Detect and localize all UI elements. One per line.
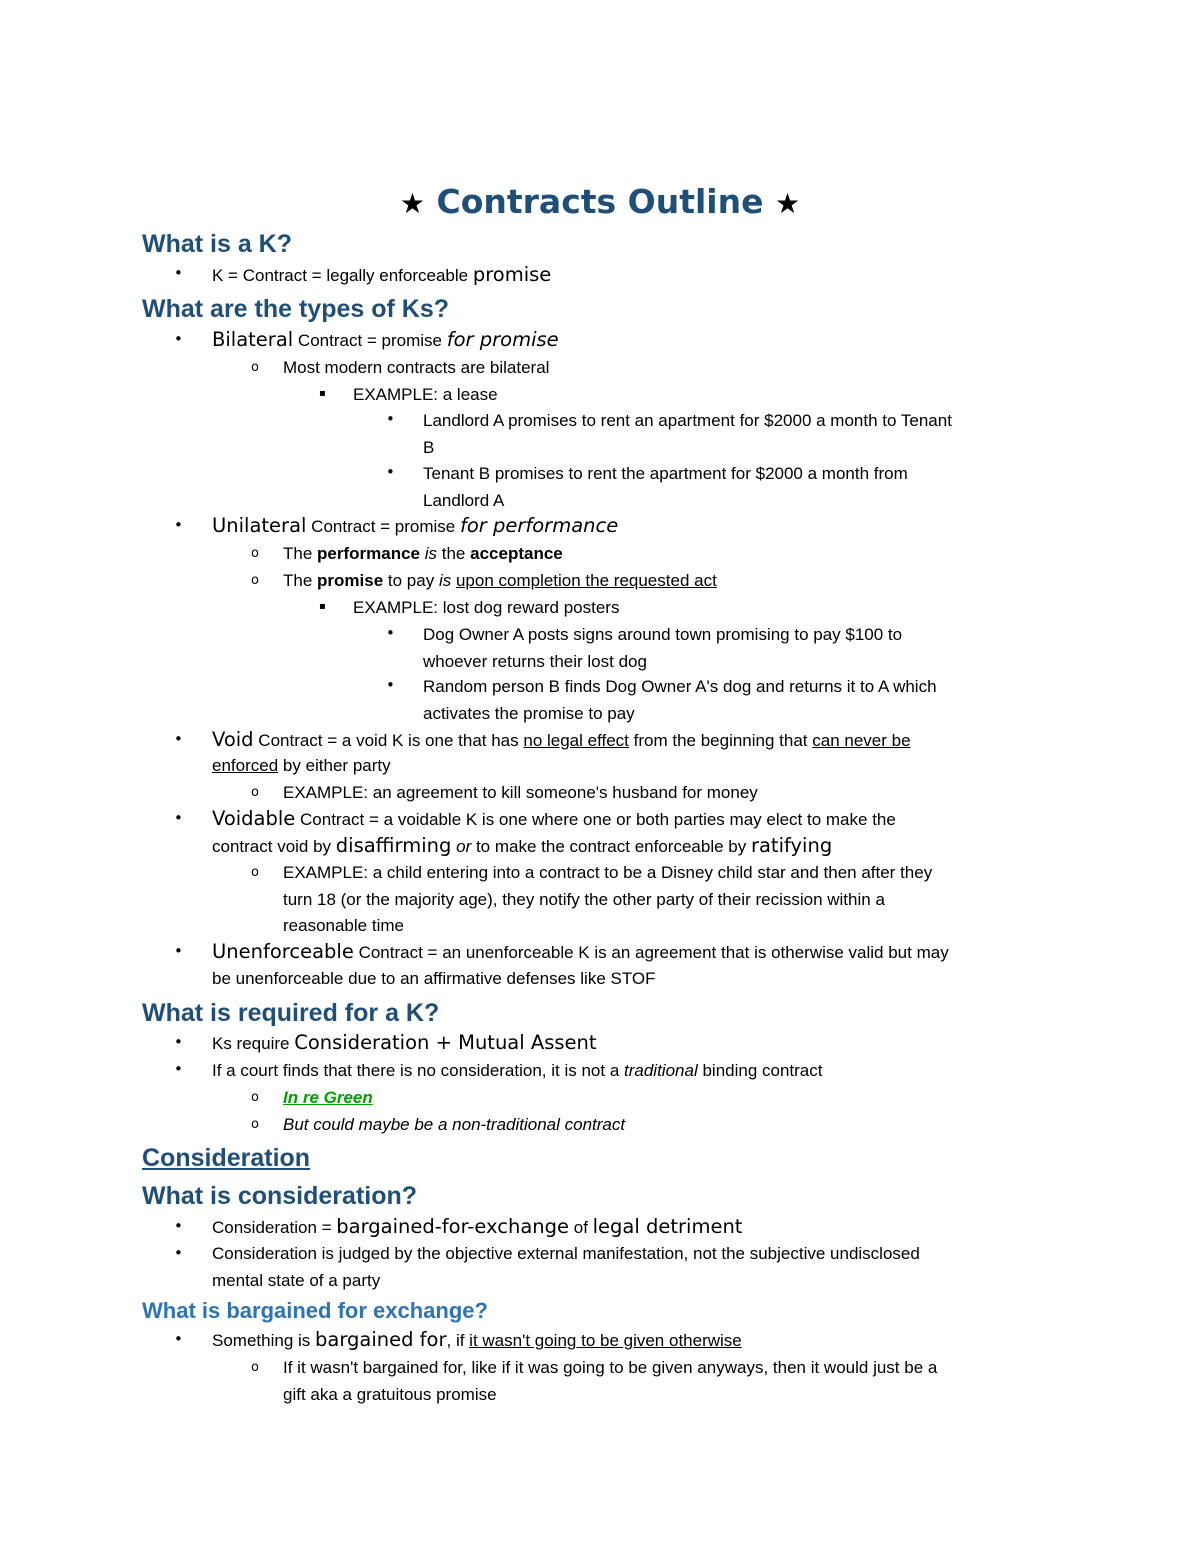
list-item-continuation: whoever returns their lost dog: [423, 652, 647, 671]
bullet-icon: •: [174, 1217, 183, 1235]
list-item: If a court finds that there is no consideration, it is not a traditional binding contract: [212, 1061, 823, 1080]
list-item: Unilateral Contract = promise for performance: [212, 514, 619, 537]
list-item: EXAMPLE: a child entering into a contract to be a Disney child star and then after they: [283, 863, 933, 882]
bullet-icon: •: [386, 463, 395, 481]
list-item: Voidable Contract = a voidable K is one where one or both parties may elect to make the: [212, 807, 896, 830]
heading-consideration: Consideration: [142, 1144, 311, 1172]
heading-bargained-for-exchange: What is bargained for exchange?: [142, 1298, 488, 1323]
list-item-continuation: be unenforceable due to an affirmative defenses like STOF: [212, 969, 656, 988]
list-item: Tenant B promises to rent the apartment for $2000 a month from: [423, 464, 908, 483]
list-item: EXAMPLE: an agreement to kill someone's husband for money: [283, 783, 758, 802]
bullet-icon: o: [251, 1360, 259, 1375]
list-item: But could maybe be a non-traditional contract: [283, 1115, 626, 1134]
bullet-icon: ▪: [319, 388, 326, 399]
list-item-continuation: contract void by disaffirming or to make the contract enforceable by ratifying: [212, 834, 833, 857]
list-item: If it wasn't bargained for, like if it was going to be given anyways, then it would just be a: [283, 1358, 938, 1377]
bullet-icon: •: [174, 942, 183, 960]
title-text: Contracts Outline: [436, 182, 764, 221]
list-item-continuation: Landlord A: [423, 491, 505, 510]
bullet-icon: •: [386, 624, 395, 642]
heading-what-is-consideration: What is consideration?: [142, 1182, 418, 1210]
list-item: Consideration = bargained-for-exchange of legal detriment: [212, 1215, 743, 1238]
list-item: Consideration is judged by the objective external manifestation, not the subjective undisclosed: [212, 1244, 920, 1263]
list-item-continuation: enforced by either party: [212, 756, 391, 775]
bullet-icon: o: [251, 865, 259, 880]
list-item-continuation: turn 18 (or the majority age), they notify the other party of their recission within a: [283, 890, 885, 909]
bullet-icon: o: [251, 785, 259, 800]
bullet-icon: •: [174, 1244, 183, 1262]
list-item: Dog Owner A posts signs around town promising to pay $100 to: [423, 625, 903, 644]
star-icon: ★: [775, 187, 801, 220]
bullet-icon: •: [174, 730, 183, 748]
list-item: K = Contract = legally enforceable promise: [212, 263, 552, 286]
bullet-icon: ▪: [319, 601, 326, 612]
list-item: Ks require Consideration + Mutual Assent: [212, 1031, 597, 1054]
list-item: Something is bargained for, if it wasn't going to be given otherwise: [212, 1328, 742, 1351]
list-item-continuation: B: [423, 438, 435, 457]
list-item: Bilateral Contract = promise for promise: [212, 328, 559, 351]
bullet-icon: •: [386, 410, 395, 428]
bullet-icon: o: [251, 546, 259, 561]
list-item-continuation: reasonable time: [283, 916, 404, 935]
list-item: EXAMPLE: lost dog reward posters: [353, 598, 620, 617]
list-item: EXAMPLE: a lease: [353, 385, 498, 404]
list-item: Void Contract = a void K is one that has no legal effect from the beginning that can never be: [212, 728, 911, 751]
bullet-icon: o: [251, 360, 259, 375]
bullet-icon: •: [174, 516, 183, 534]
list-item: Most modern contracts are bilateral: [283, 358, 550, 377]
bullet-icon: •: [174, 1033, 183, 1051]
bullet-icon: •: [174, 1330, 183, 1348]
bullet-icon: •: [174, 264, 183, 282]
case-link-in-re-green[interactable]: In re Green: [283, 1088, 373, 1107]
list-item-continuation: gift aka a gratuitous promise: [283, 1385, 497, 1404]
list-item: Random person B finds Dog Owner A's dog and returns it to A which: [423, 677, 937, 696]
bullet-icon: •: [174, 1060, 183, 1078]
heading-required-for-k: What is required for a K?: [142, 999, 440, 1027]
bullet-icon: o: [251, 573, 259, 588]
bullet-icon: •: [386, 676, 395, 694]
bullet-icon: o: [251, 1117, 259, 1132]
list-item: The promise to pay is upon completion the requested act: [283, 571, 717, 590]
heading-types-of-ks: What are the types of Ks?: [142, 295, 449, 323]
list-item: Landlord A promises to rent an apartment for $2000 a month to Tenant: [423, 411, 952, 430]
document-title: [0, 178, 1200, 228]
list-item: The performance is the acceptance: [283, 544, 563, 563]
list-item: Unenforceable Contract = an unenforceable K is an agreement that is otherwise valid but may: [212, 940, 949, 963]
bullet-icon: •: [174, 330, 183, 348]
heading-what-is-k: What is a K?: [142, 230, 293, 258]
star-icon: ★: [399, 187, 425, 220]
bullet-icon: •: [174, 809, 183, 827]
list-item-continuation: activates the promise to pay: [423, 704, 635, 723]
bullet-icon: o: [251, 1090, 259, 1105]
list-item-continuation: mental state of a party: [212, 1271, 381, 1290]
